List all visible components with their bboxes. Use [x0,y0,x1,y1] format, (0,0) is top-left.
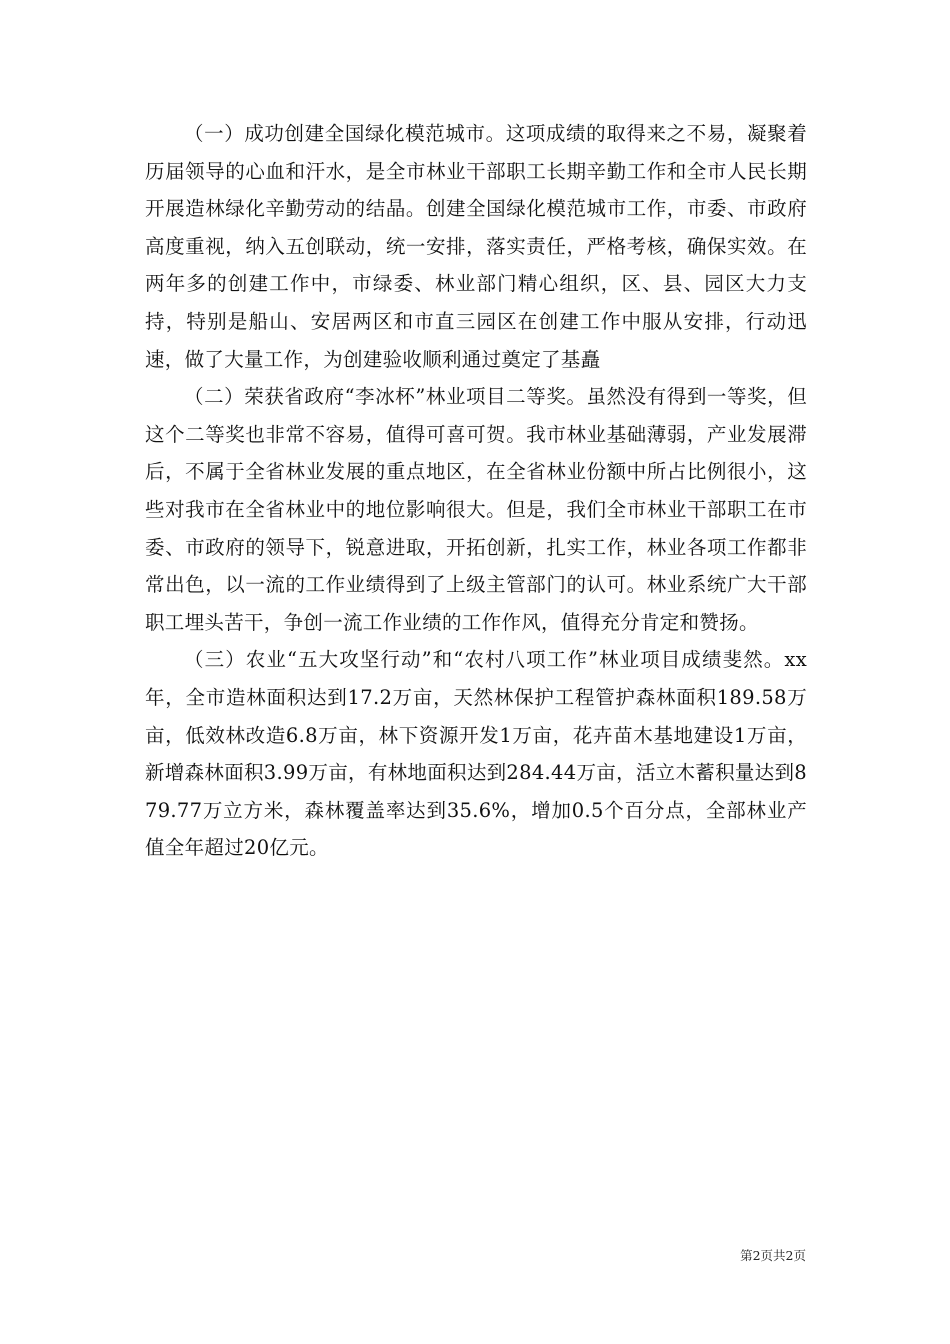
paragraph-3: （三）农业“五大攻坚行动”和“农村八项工作”林业项目成绩斐然。xx年，全市造林面积达到17.2万亩，天然林保护工程管护森林面积189.58万亩，低效林改造6.8万亩，林下资源开发1万亩，花卉苗木基地建设1万亩，新增森林面积3.99万亩，有林地面积达到284.44万亩，活立木蓄积量达到879.77万立方米，森林覆盖率达到35.6%，增加0.5个百分点，全部林业产值全年超过20亿元。 [145,648,807,860]
paragraph-2: （二）荣获省政府“李冰杯”林业项目二等奖。虽然没有得到一等奖，但这个二等奖也非常不容易，值得可喜可贺。我市林业基础薄弱，产业发展滞后，不属于全省林业发展的重点地区，在全省林业份额中所占比例很小，这些对我市在全省林业中的地位影响很大。但是，我们全市林业干部职工在市委、市政府的领导下，锐意进取，开拓创新，扎实工作，林业各项工作都非常出色，以一流的工作业绩得到了上级主管部门的认可。林业系统广大干部职工埋头苦干，争创一流工作业绩的工作作风，值得充分肯定和赞扬。 [145,385,807,634]
page-number-footer: 第2页共2页 [740,1248,806,1263]
paragraph-1: （一）成功创建全国绿化模范城市。这项成绩的取得来之不易，凝聚着历届领导的心血和汗水，是全市林业干部职工长期辛勤工作和全市人民长期开展造林绿化辛勤劳动的结晶。创建全国绿化模范城市工作，市委、市政府高度重视，纳入五创联动，统一安排，落实责任，严格考核，确保实效。在两年多的创建工作中，市绿委、林业部门精心组织，区、县、园区大力支持，特别是船山、安居两区和市直三园区在创建工作中服从安排，行动迅速，做了大量工作，为创建验收顺利通过奠定了基矗 [145,122,807,371]
document-body [145,115,807,867]
